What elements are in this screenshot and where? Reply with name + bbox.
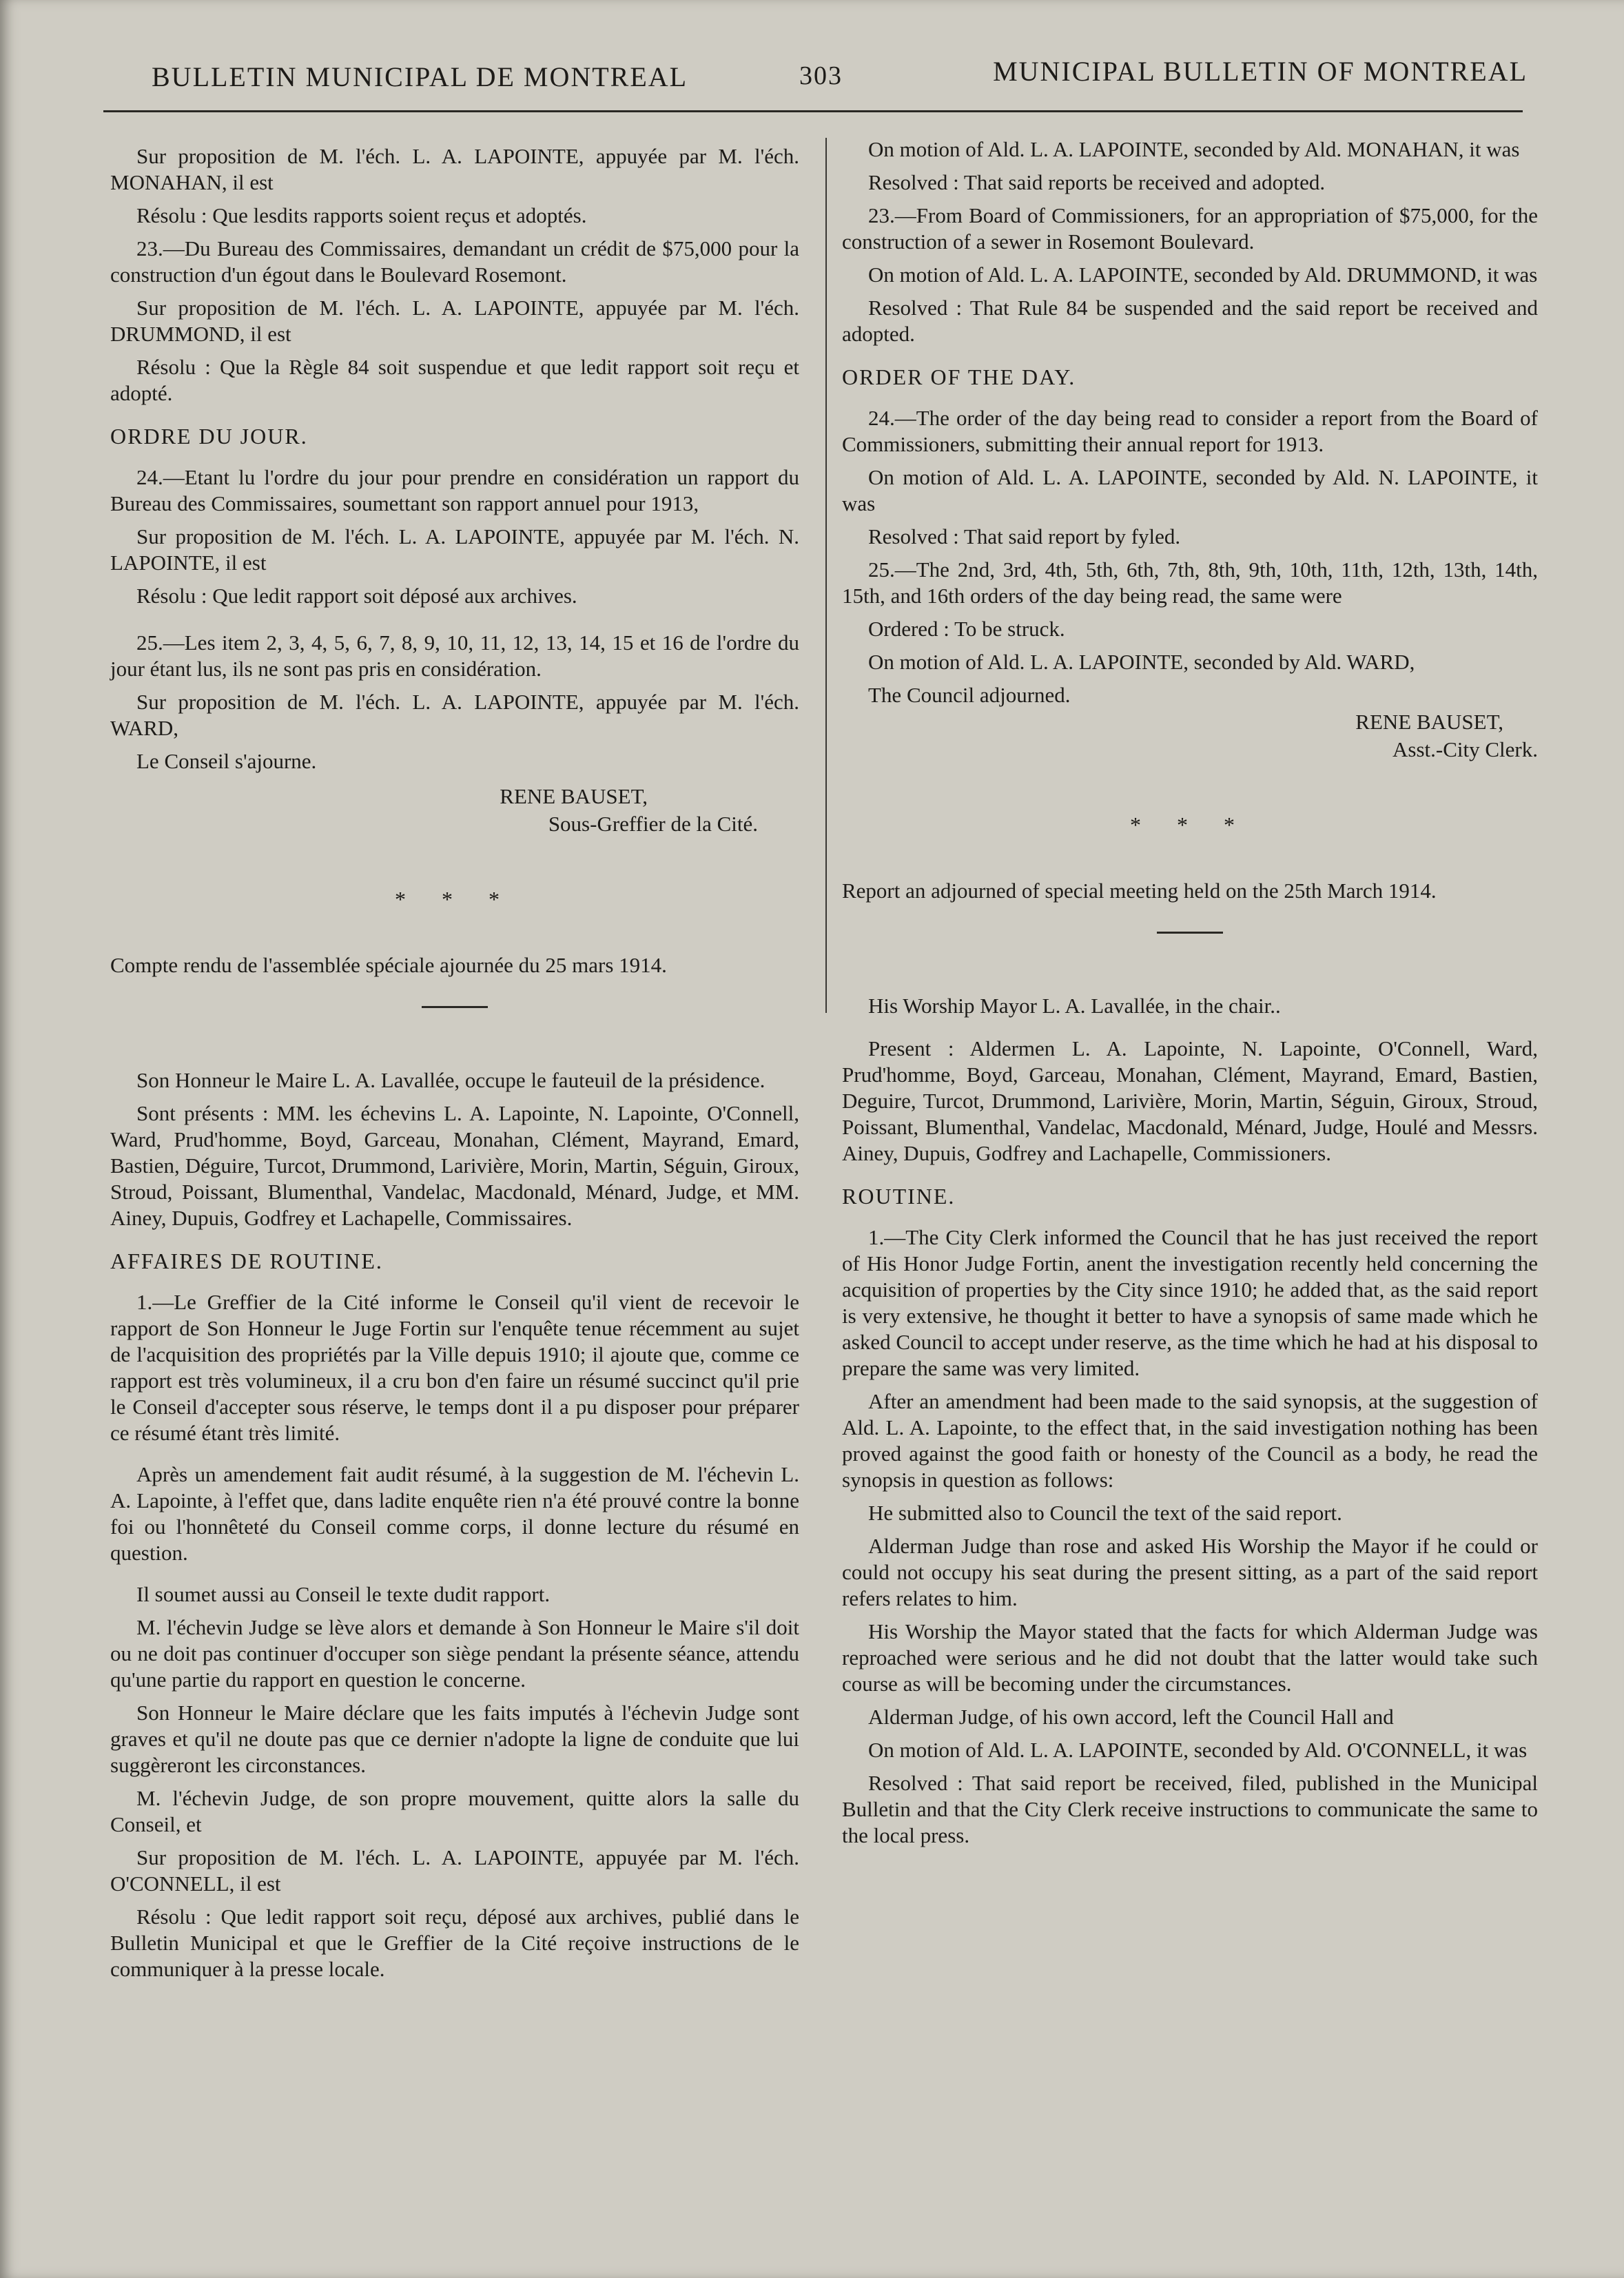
en-paragraph: 23.—From Board of Commissioners, for an appropriation of $75,000, for the construction of a sewer in Rosemont Boulevard. — [842, 203, 1538, 254]
fr-paragraph: 23.—Du Bureau des Commissaires, demandant un crédit de $75,000 pour la construction d'un égout dans le Boulevard Rosemont. — [110, 236, 799, 287]
en-paragraph: Resolved : That Rule 84 be suspended and the said report be received and adopted. — [842, 296, 1538, 346]
en-separator-stars: * * * — [1130, 812, 1250, 837]
en-paragraph: The Council adjourned. — [868, 683, 1071, 707]
en-signature — [842, 708, 1538, 763]
fr-paragraph: Après un amendement fait audit résumé, à la suggestion de M. l'échevin L. A. Lapointe, à l'effet que, dans ladite enquête rien n'a été prouvé contre la bonne foi ou l'honnêteté du Conseil comme corps, il donne lecture du résumé en question. — [110, 1462, 799, 1565]
header-rule — [103, 110, 1523, 112]
fr-paragraph: Sur proposition de M. l'éch. L. A. LAPOINTE, appuyée par M. l'éch. N. LAPOINTE, il est — [110, 524, 799, 575]
en-heading-order: ORDER OF THE DAY. — [842, 365, 1076, 389]
header-title-fr: BULLETIN MUNICIPAL DE MONTREAL — [152, 61, 688, 92]
en-paragraph: On motion of Ald. L. A. LAPOINTE, seconded by Ald. N. LAPOINTE, it was — [842, 465, 1538, 515]
en-paragraph: Alderman Judge, of his own accord, left the Council Hall and — [868, 1705, 1394, 1729]
fr-paragraph: Sur proposition de M. l'éch. L. A. LAPOINTE, appuyée par M. l'éch. O'CONNELL, il est — [110, 1845, 799, 1896]
fr-short-rule — [422, 1006, 488, 1008]
en-heading-routine: ROUTINE. — [842, 1184, 956, 1209]
fr-paragraph: M. l'échevin Judge se lève alors et demande à Son Honneur le Maire s'il doit ou ne doit pas continuer d'occuper son siège pendant la présente séance, attendu qu'une partie du rapport en question le concerne. — [110, 1615, 799, 1692]
fr-heading-order: ORDRE DU JOUR. — [110, 424, 308, 449]
en-paragraph: Resolved : That said reports be received and adopted. — [868, 170, 1326, 194]
fr-sign-name: RENE BAUSET, — [500, 784, 648, 808]
en-paragraph: On motion of Ald. L. A. LAPOINTE, seconded by Ald. WARD, — [868, 650, 1415, 674]
page-number: 303 — [799, 61, 843, 90]
fr-paragraph: Sur proposition de M. l'éch. L. A. LAPOINTE, appuyée par M. l'éch. WARD, — [110, 690, 799, 740]
column-french — [110, 143, 799, 1989]
en-paragraph: Present : Aldermen L. A. Lapointe, N. Lapointe, O'Connell, Ward, Prud'homme, Boyd, Garceau, Monahan, Clément, Mayrand, Emard, Bastien, Deguire, Turcot, Drummond, Larivière, Morin, Martin, Séguin, Giroux, Stroud, Poissant, Blumenthal, Vandelac, Macdonald, Ménard, Judge, Houlé and Messrs. Ainey, Dupuis, Godfrey and Lachapelle, Commissioners. — [842, 1036, 1538, 1165]
en-paragraph: His Worship Mayor L. A. Lavallée, in the chair.. — [868, 994, 1281, 1018]
fr-paragraph: Sont présents : MM. les échevins L. A. Lapointe, N. Lapointe, O'Connell, Ward, Prud'homme, Boyd, Garceau, Monahan, Clément, Mayrand, Emard, Bastien, Déguire, Turcot, Drummond, Larivière, Morin, Martin, Séguin, Giroux, Stroud, Poissant, Blumenthal, Vandelac, Macdonald, Ménard, Judge, et MM. Ainey, Dupuis, Godfrey et Lachapelle, Commissaires. — [110, 1101, 799, 1230]
en-paragraph: 24.—The order of the day being read to consider a report from the Board of Commissioners, submitting their annual report for 1913. — [842, 406, 1538, 456]
en-paragraph: 1.—The City Clerk informed the Council that he has just received the report of His Honor Judge Fortin, anent the investigation recently held concerning the acquisition of properties by the City since 1910; he added that, as the said report is very extensive, he thought it better to have a synopsis of same made which he asked Council to accept under reserve, as the time which he had at his disposal to prepare the same was very limited. — [842, 1225, 1538, 1380]
en-paragraph: After an amendment had been made to the said synopsis, at the suggestion of Ald. L. A. Lapointe, to the effect that, in the said investigation nothing has been proved against the good faith or honesty of the Council as a body, he read the synopsis in question as follows: — [842, 1389, 1538, 1492]
header-title-en: MUNICIPAL BULLETIN OF MONTREAL — [993, 56, 1528, 87]
fr-signature — [110, 783, 799, 838]
fr-separator-stars: * * * — [395, 887, 515, 912]
column-divider — [825, 138, 827, 1013]
fr-paragraph: M. l'échevin Judge, de son propre mouvement, quitte alors la salle du Conseil, et — [110, 1786, 799, 1836]
fr-paragraph: Résolu : Que lesdits rapports soient reçus et adoptés. — [136, 203, 587, 227]
fr-paragraph: Résolu : Que ledit rapport soit déposé aux archives. — [136, 584, 577, 608]
en-sign-name: RENE BAUSET, — [1355, 710, 1503, 734]
fr-paragraph: Le Conseil s'ajourne. — [136, 749, 317, 773]
en-paragraph: He submitted also to Council the text of the said report. — [868, 1501, 1342, 1525]
en-paragraph: 25.—The 2nd, 3rd, 4th, 5th, 6th, 7th, 8th, 9th, 10th, 11th, 12th, 13th, 14th, 15th, and 16th orders of the day being read, the same were — [842, 557, 1538, 608]
fr-paragraph: Son Honneur le Maire L. A. Lavallée, occupe le fauteuil de la présidence. — [136, 1068, 765, 1092]
en-paragraph: On motion of Ald. L. A. LAPOINTE, seconded by Ald. MONAHAN, it was — [868, 137, 1520, 161]
en-paragraph: Alderman Judge than rose and asked His Worship the Mayor if he could or could not occupy his seat during the present sitting, as a part of the said report refers relates to him. — [842, 1534, 1538, 1610]
fr-heading-routine: AFFAIRES DE ROUTINE. — [110, 1249, 383, 1273]
fr-paragraph: Résolu : Que ledit rapport soit reçu, déposé aux archives, publié dans le Bulletin Municipal et que le Greffier de la Cité reçoive instructions de le communiquer à la presse locale. — [110, 1905, 799, 1981]
fr-sign-title: Sous-Greffier de la Cité. — [548, 812, 758, 836]
en-paragraph: Ordered : To be struck. — [868, 617, 1065, 641]
en-paragraph: His Worship the Mayor stated that the facts for which Alderman Judge was reproached were serious and he did not doubt that the latter would take such course as will be becoming under the circumstances. — [842, 1619, 1538, 1696]
page-header — [103, 54, 1528, 95]
fr-report-title: Compte rendu de l'assemblée spéciale ajournée du 25 mars 1914. — [110, 953, 667, 977]
en-paragraph: On motion of Ald. L. A. LAPOINTE, seconded by Ald. O'CONNELL, it was — [868, 1738, 1528, 1762]
fr-paragraph: 24.—Etant lu l'ordre du jour pour prendre en considération un rapport du Bureau des Commissaires, soumettant son rapport annuel pour 1913, — [110, 465, 799, 515]
fr-paragraph: Résolu : Que la Règle 84 soit suspendue et que ledit rapport soit reçu et adopté. — [110, 355, 799, 405]
en-paragraph: Resolved : That said report be received, filed, published in the Municipal Bulletin and that the City Clerk receive instructions to communicate the same to the local press. — [842, 1771, 1538, 1847]
en-short-rule — [1157, 932, 1223, 934]
fr-paragraph: 1.—Le Greffier de la Cité informe le Conseil qu'il vient de recevoir le rapport de Son Honneur le Juge Fortin sur l'enquête tenue récemment au sujet de l'acquisition des propriétés par la Ville depuis 1910; il ajoute que, comme ce rapport est très volumineux, il a cru bon d'en faire un résumé succinct qu'il prie le Conseil d'accepter sous réserve, le temps dont il a pu disposer pour préparer ce résumé étant très limité. — [110, 1290, 799, 1445]
en-paragraph: Resolved : That said report by fyled. — [868, 524, 1181, 548]
fr-paragraph: Sur proposition de M. l'éch. L. A. LAPOINTE, appuyée par M. l'éch. DRUMMOND, il est — [110, 296, 799, 346]
fr-paragraph: Sur proposition de M. l'éch. L. A. LAPOINTE, appuyée par M. l'éch. MONAHAN, il est — [110, 144, 799, 194]
column-english — [842, 136, 1538, 1856]
fr-paragraph: Son Honneur le Maire déclare que les faits imputés à l'échevin Judge sont graves et qu'il ne doute pas que ce dernier n'adopte la ligne de conduite que lui suggèreront les circonstances. — [110, 1701, 799, 1777]
fr-paragraph: 25.—Les item 2, 3, 4, 5, 6, 7, 8, 9, 10, 11, 12, 13, 14, 15 et 16 de l'ordre du jour étant lus, ils ne sont pas pris en considération. — [110, 630, 799, 681]
en-paragraph: On motion of Ald. L. A. LAPOINTE, seconded by Ald. DRUMMOND, it was — [868, 263, 1538, 287]
fr-paragraph: Il soumet aussi au Conseil le texte dudit rapport. — [136, 1582, 551, 1606]
en-report-title: Report an adjourned of special meeting held on the 25th March 1914. — [842, 879, 1437, 903]
en-sign-title: Asst.-City Clerk. — [1392, 737, 1538, 761]
